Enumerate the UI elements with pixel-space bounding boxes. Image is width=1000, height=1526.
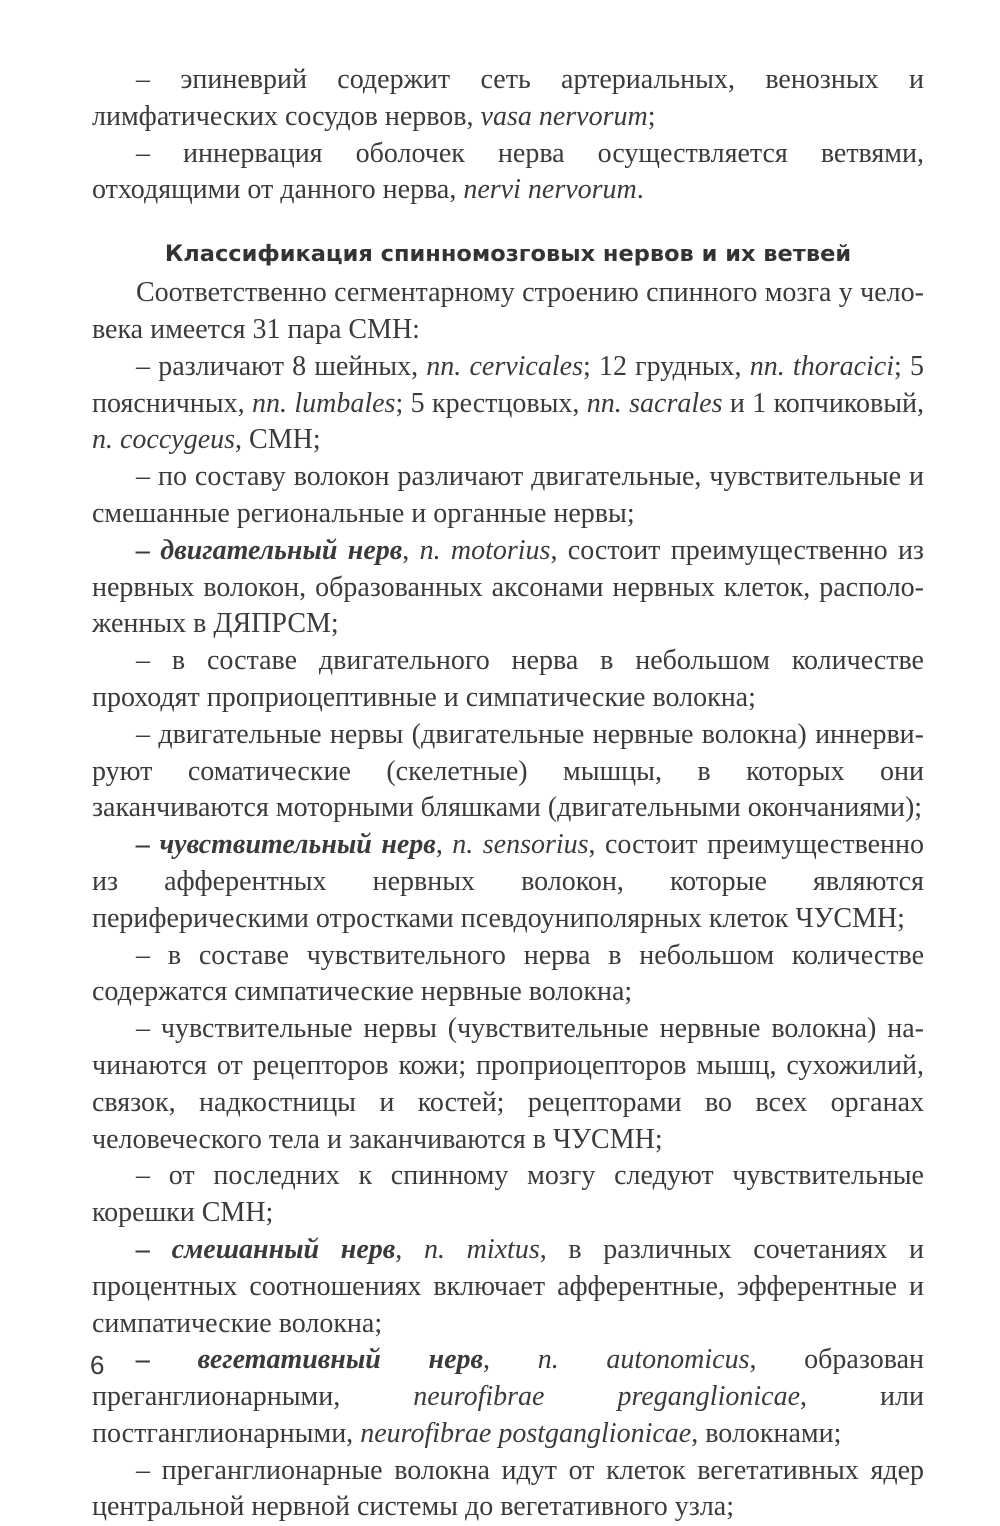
text-run: . <box>636 174 644 206</box>
text-run: , <box>402 534 420 566</box>
text-paragraph <box>92 1232 924 1342</box>
term-latin-italic: nn. thoracici <box>749 350 895 382</box>
term-latin-italic: neurofibrae postganglionicae <box>360 1417 692 1449</box>
text-paragraph <box>92 827 924 937</box>
term-bold-italic: – вегетативный нерв <box>136 1344 484 1376</box>
text-run: , <box>435 829 453 861</box>
term-bold-italic: – смешанный нерв <box>136 1233 396 1265</box>
text-run: ; 5 крестцовых, <box>395 387 587 419</box>
term-latin-italic: n. autonomicus <box>537 1344 750 1376</box>
text-run: – преганглионарные волокна идут от клеток вегетативных ядер центральной нервной системы до вегетативного узла; <box>92 1454 924 1523</box>
text-run: Классификация спинномозговых нервов и их ветвей <box>164 241 852 268</box>
text-run: , состоит преимущественно из афферентных нервных волокон, которые являются периферическими отростками псевдоуниполярных клеток ЧУСМН; <box>92 829 925 934</box>
text-run: и 1 копчиковый, <box>722 387 925 419</box>
text-paragraph <box>92 349 924 459</box>
text-paragraph <box>92 717 924 827</box>
term-latin-italic: n. motorius <box>419 534 551 566</box>
text-run: ; 12 грудных, <box>582 350 750 382</box>
text-run: – эпиневрий содержит сеть артериальных, венозных и лимфатических сосудов нервов, <box>92 64 924 132</box>
text-paragraph <box>92 643 924 717</box>
text-run: , <box>483 1344 538 1376</box>
text-run: – в составе двигательного нерва в небольшом количестве проходят проприоцептивные и симпатические волокна; <box>92 645 924 713</box>
page-body <box>92 62 924 1526</box>
text-paragraph <box>92 275 924 349</box>
term-latin-italic: nn. lumbales <box>251 387 396 419</box>
text-run: , образован преганглионарными, <box>92 1344 924 1413</box>
term-latin-italic: n. coccygeus <box>92 424 236 456</box>
text-paragraph <box>92 136 924 210</box>
term-latin-italic: nn. cervicales <box>426 350 583 382</box>
term-latin-italic: nervi nervorum <box>463 174 637 206</box>
term-latin-italic: n. mixtus <box>423 1233 540 1265</box>
text-paragraph <box>92 62 924 136</box>
text-run: – от последних к спинному мозгу следуют чувствительные корешки СМН; <box>92 1160 924 1229</box>
text-run: Соответственно сегментарному строению спинного мозга у человека имеется 31 пара СМН: <box>92 277 924 345</box>
term-latin-italic: vasa nervorum <box>480 100 648 132</box>
term-latin-italic: n. sensorius <box>452 829 589 861</box>
text-run: – различают 8 шейных, <box>136 350 427 382</box>
section-heading <box>92 239 924 269</box>
text-run: – иннервация оболочек нерва осуществляется ветвями, отходящими от данного нерва, <box>92 137 924 206</box>
term-bold-italic: – двигательный нерв <box>136 534 403 566</box>
text-run: , <box>395 1233 424 1265</box>
text-run: – двигательные нервы (двигательные нервные волокна) иннервируют соматические (скелетные) мышцы, в которых они заканчиваются моторными бляшками (двигательными окончаниями); <box>92 718 924 824</box>
text-run: ; <box>647 100 656 132</box>
page-number: 6 <box>90 1350 105 1380</box>
text-paragraph <box>92 938 924 1012</box>
text-run: ; 5 поясничных, <box>92 350 925 419</box>
text-run: , волокнами; <box>691 1417 842 1449</box>
text-run: , или постганглионарными, <box>92 1381 924 1449</box>
text-paragraph <box>92 1011 924 1158</box>
text-run: – в составе чувствительного нерва в небольшом количестве содержатся симпатические нервные волокна; <box>92 939 924 1008</box>
term-latin-italic: nn. sacrales <box>586 387 723 419</box>
text-paragraph <box>92 1453 924 1526</box>
text-paragraph <box>92 533 924 643</box>
text-paragraph <box>92 459 924 533</box>
text-paragraph <box>92 1342 924 1452</box>
text-run: – по составу волокон различают двигательные, чувствительные и смешанные региональные и органные нервы; <box>92 461 924 529</box>
text-run: – чувствительные нервы (чувствительные нервные волокна) начинаются от рецепторов кожи; проприоцепторов мышц, сухожилий, связок, надкостницы и костей; рецепторами во всех органах человеческого тела и заканчиваются в ЧУСМН; <box>92 1013 924 1155</box>
text-run: , в различных сочетаниях и процентных соотношениях включает афферентные, эфферентные и симпатические волокна; <box>92 1233 925 1339</box>
text-run: , состоит преимущественно из нервных волокон, образованных аксонами нервных клеток, расположенных в ДЯПРСМ; <box>92 534 924 640</box>
text-run: , СМН; <box>235 424 321 456</box>
text-paragraph <box>92 1158 924 1232</box>
term-latin-italic: neurofibrae preganglionicae <box>413 1381 800 1413</box>
term-bold-italic: – чувствительный нерв <box>136 829 436 861</box>
